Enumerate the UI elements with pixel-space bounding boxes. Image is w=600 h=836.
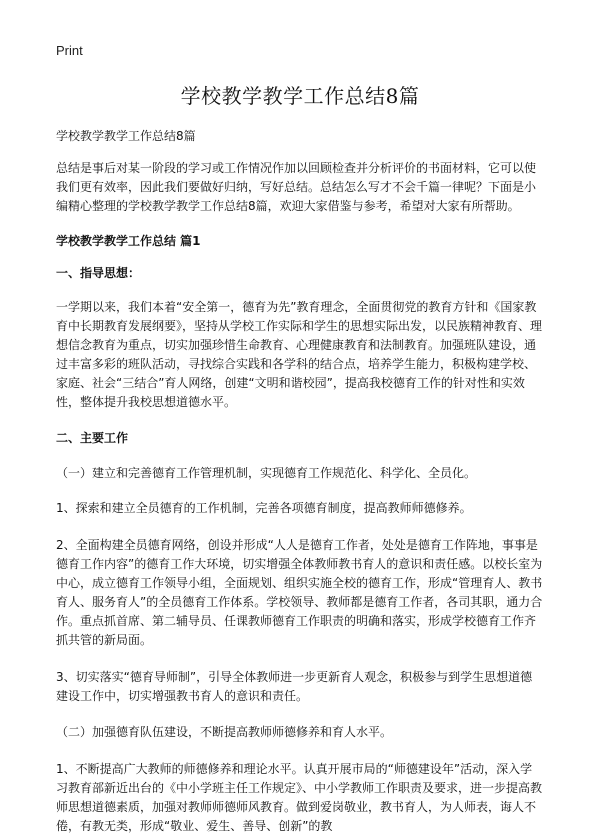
- list-item: 1、不断提高广大教师的师德修养和理论水平。认真开展市局的“师德建设年”活动，深入学习教育部新近出台的《中小学班主任工作规定》、中小学教师工作职责及要求，进一步提高教师思想道德素质，加强对教师师德师风教育。做到爱岗敬业，教书育人，为人师表，诲人不倦，有教无类，形成“敬业、爱生、善导、创新”的教: [56, 762, 543, 833]
- intro-paragraph: 总结是事后对某一阶段的学习或工作情况作加以回顾检查并分析评价的书面材料，它可以使我们更有效率，因此我们要做好归纳，写好总结。总结怎么写才不会千篇一律呢？下面是小编精心整理的学校教学教学工作总结8篇，欢迎大家借鉴与参考，希望对大家有所帮助。: [56, 161, 537, 213]
- guiding-paragraph: 一学期以来，我们本着“安全第一，德育为先”教育理念，全面贯彻党的教育方针和《国家教育中长期教育发展纲要》，坚持从学校工作实际和学生的思想实际出发，以民族精神教育、理想信念教育为重点，切实加强珍惜生命教育、心理健康教育和法制教育。加强班队建设，通过丰富多彩的班队活动，寻找综合实践和各学科的结合点，培养学生能力，积极构建学校、家庭、社会“三结合”育人网络，创建“文明和谐校园”，提高我校德育工作的针对性和实效性，整体提升我校思想道德水平。: [56, 300, 543, 409]
- main-work-heading: 二、主要工作: [56, 431, 129, 445]
- subsection-heading: （二）加强德育队伍建设，不断提高教师师德修养和育人水平。: [56, 725, 393, 739]
- list-item: 2、全面构建全员德育网络，创设并形成“人人是德育工作者，处处是德育工作阵地，事事是德育工作内容”的德育工作大环境，切实增强全体教师教书育人的意识和责任感。以校长室为中心，成立德育工作领导小组，全面规划、组织实施全校的德育工作，形成“管理育人、教书育人、服务育人”的全员德育工作体系。学校领导、教师都是德育工作者，各司其职，通力合作。重点抓首席、第二辅导员、任课教师德育工作职责的明确和落实，形成学校德育工作齐抓共管的新局面。: [56, 538, 543, 647]
- guiding-heading: 一、指导思想：: [56, 266, 141, 280]
- document-subtitle: 学校教学教学工作总结8篇: [56, 129, 196, 143]
- subsection-heading: （一）建立和完善德育工作管理机制，实现德育工作规范化、科学化、全员化。: [56, 466, 477, 480]
- document-title: 学校教学教学工作总结8篇: [180, 84, 420, 108]
- list-item: 3、切实落实“德育导师制”，引导全体教师进一步更新育人观念，积极参与到学生思想道德建设工作中，切实增强教书育人的意识和责任。: [56, 670, 533, 703]
- print-label: Print: [56, 43, 83, 58]
- section-heading: 学校教学教学工作总结 篇1: [56, 234, 201, 248]
- list-item: 1、探索和建立全员德育的工作机制，完善各项德育制度，提高教师师德修养。: [56, 501, 472, 515]
